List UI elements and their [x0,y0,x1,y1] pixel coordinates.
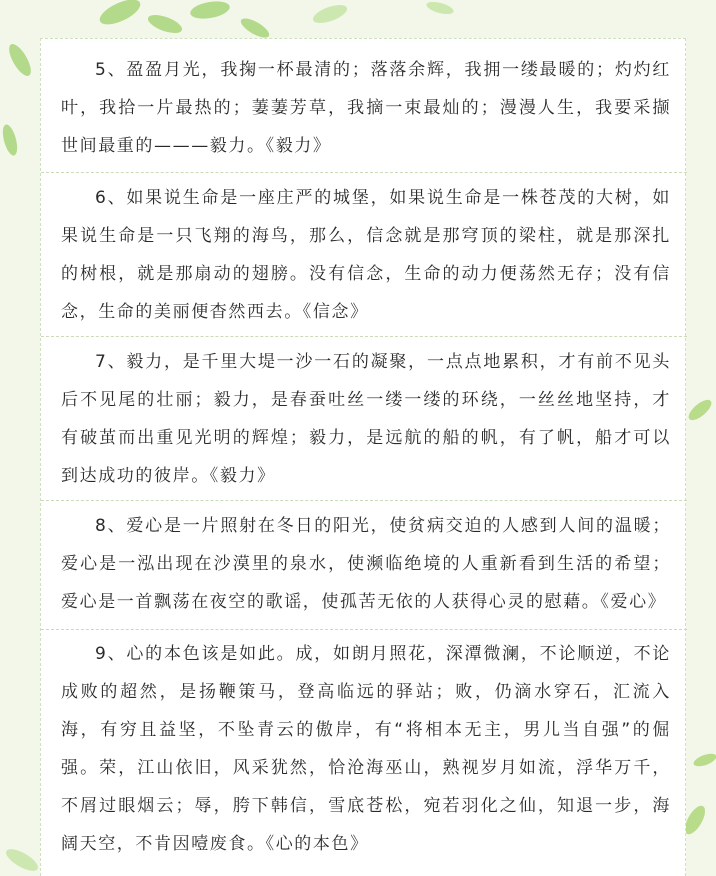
bottom-left-leaves-icon [3,845,41,875]
paragraph-6 [61,179,671,331]
right-leaves-icon [681,396,716,837]
paragraph-6-text: 6、如果说生命是一座庄严的城堡，如果说生命是一株苍茂的大树，如果说生命是一只飞翔的海鸟，那么，信念就是那穹顶的梁柱，就是那深扎的树根，就是那扇动的翅膀。没有信念，生命的动力便荡然无存；没有信念，生命的美丽便杳然西去。《信念》 [61,188,671,322]
paragraph-8 [61,507,671,621]
paragraph-8-text: 8、爱心是一片照射在冬日的阳光，使贫病交迫的人感到人间的温暖；爱心是一泓出现在沙漠里的泉水，使濒临绝境的人重新看到生活的希望；爱心是一首飘荡在夜空的歌谣，使孤苦无依的人获得心灵的慰藉。《爱心》 [61,516,671,612]
divider [41,500,687,501]
paragraph-7 [61,343,671,495]
paper-sheet [40,38,686,876]
paragraph-9 [61,635,671,863]
divider [41,172,687,173]
divider [41,336,687,337]
paragraph-5 [61,51,671,165]
top-right-leaves-icon [311,0,455,27]
paragraph-5-text: 5、盈盈月光，我掬一杯最清的；落落余辉，我拥一缕最暖的；灼灼红叶，我拾一片最热的；萋萋芳草，我摘一束最灿的；漫漫人生，我要采撷世间最重的———毅力。《毅力》 [61,60,671,156]
paragraph-9-text: 9、心的本色该是如此。成，如朗月照花，深潭微澜，不论顺逆，不论成败的超然，是扬鞭策马，登高临远的驿站；败，仍滴水穿石，汇流入海，有穷且益坚，不坠青云的傲岸，有“将相本无主，男儿当自强”的倔强。荣，江山依旧，风采犹然，恰沧海巫山，熟视岁月如流，浮华万千，不屑过眼烟云；辱，胯下韩信，雪底苍松，宛若羽化之仙，知退一步，海阔天空，不肯因噎废食。《心的本色》 [61,644,671,854]
divider [41,629,687,630]
paragraph-7-text: 7、毅力，是千里大堤一沙一石的凝聚，一点点地累积，才有前不见头后不见尾的壮丽；毅力，是春蚕吐丝一缕一缕的环绕，一丝丝地坚持，才有破茧而出重见光明的辉煌；毅力，是远航的船的帆，有了帆，船才可以到达成功的彼岸。《毅力》 [61,352,671,486]
